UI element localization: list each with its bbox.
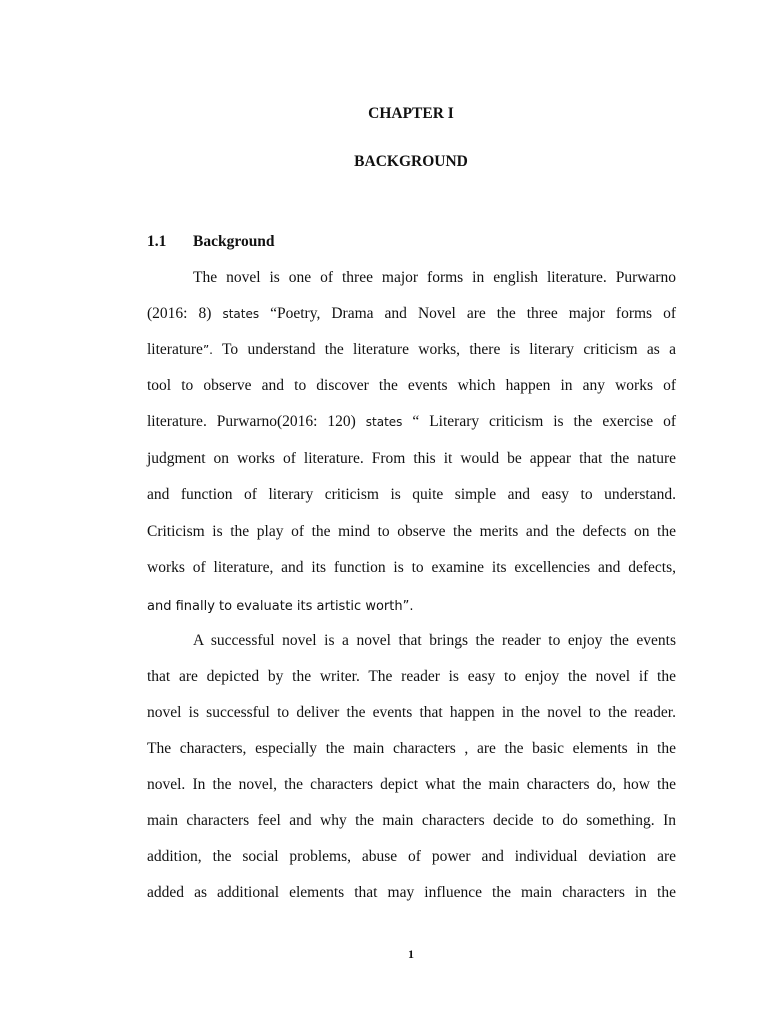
paragraph-line: A successful novel is a novel that brings the reader to enjoy the events xyxy=(193,632,676,649)
paragraph-line: judgment on works of literature. From this it would be appear that the nature xyxy=(147,450,676,467)
paragraph-line: The characters, especially the main characters , are the basic elements in the xyxy=(147,740,676,757)
chapter-title: CHAPTER I xyxy=(368,105,454,122)
text-run: “Poetry, Drama and Novel are the three major forms of xyxy=(270,305,677,322)
paragraph-line xyxy=(147,305,676,323)
text-run: literature xyxy=(147,341,203,358)
paragraph-line: and finally to evaluate its artistic worth”. xyxy=(147,599,414,614)
chapter-subtitle: BACKGROUND xyxy=(354,153,468,170)
paragraph-line: Criticism is the play of the mind to observe the merits and the defects on the xyxy=(147,523,676,540)
text-run: states xyxy=(222,307,260,321)
text-run: “ xyxy=(412,413,420,430)
paragraph-line: tool to observe and to discover the events which happen in any works of xyxy=(147,377,676,394)
section-heading xyxy=(147,233,275,251)
section-title: Background xyxy=(193,233,275,250)
text-run: literature. Purwarno(2016: 120) xyxy=(147,413,356,430)
paragraph-line: novel is successful to deliver the events that happen in the novel to the reader. xyxy=(147,704,676,721)
paragraph-line: that are depicted by the writer. The reader is easy to enjoy the novel if the xyxy=(147,668,676,685)
page-number: 1 xyxy=(408,947,414,961)
text-run: states xyxy=(365,415,403,429)
text-run: ”. xyxy=(202,343,213,357)
paragraph-line xyxy=(147,341,676,359)
paragraph-line: novel. In the novel, the characters depict what the main characters do, how the xyxy=(147,776,676,793)
text-run: (2016: 8) xyxy=(147,305,212,322)
paragraph-line xyxy=(147,413,676,431)
text-run: To understand the literature works, there is literary criticism as a xyxy=(222,341,676,358)
paragraph-line: added as additional elements that may influence the main characters in the xyxy=(147,884,676,901)
paragraph-line: and function of literary criticism is quite simple and easy to understand. xyxy=(147,486,676,503)
text-run: Literary criticism is the exercise of xyxy=(429,413,676,430)
paragraph-line: works of literature, and its function is to examine its excellencies and defects, xyxy=(147,559,676,576)
paragraph-line: addition, the social problems, abuse of power and individual deviation are xyxy=(147,848,676,865)
paragraph-line: main characters feel and why the main characters decide to do something. In xyxy=(147,812,676,829)
paragraph-line: The novel is one of three major forms in english literature. Purwarno xyxy=(193,269,676,286)
section-number: 1.1 xyxy=(147,233,167,250)
